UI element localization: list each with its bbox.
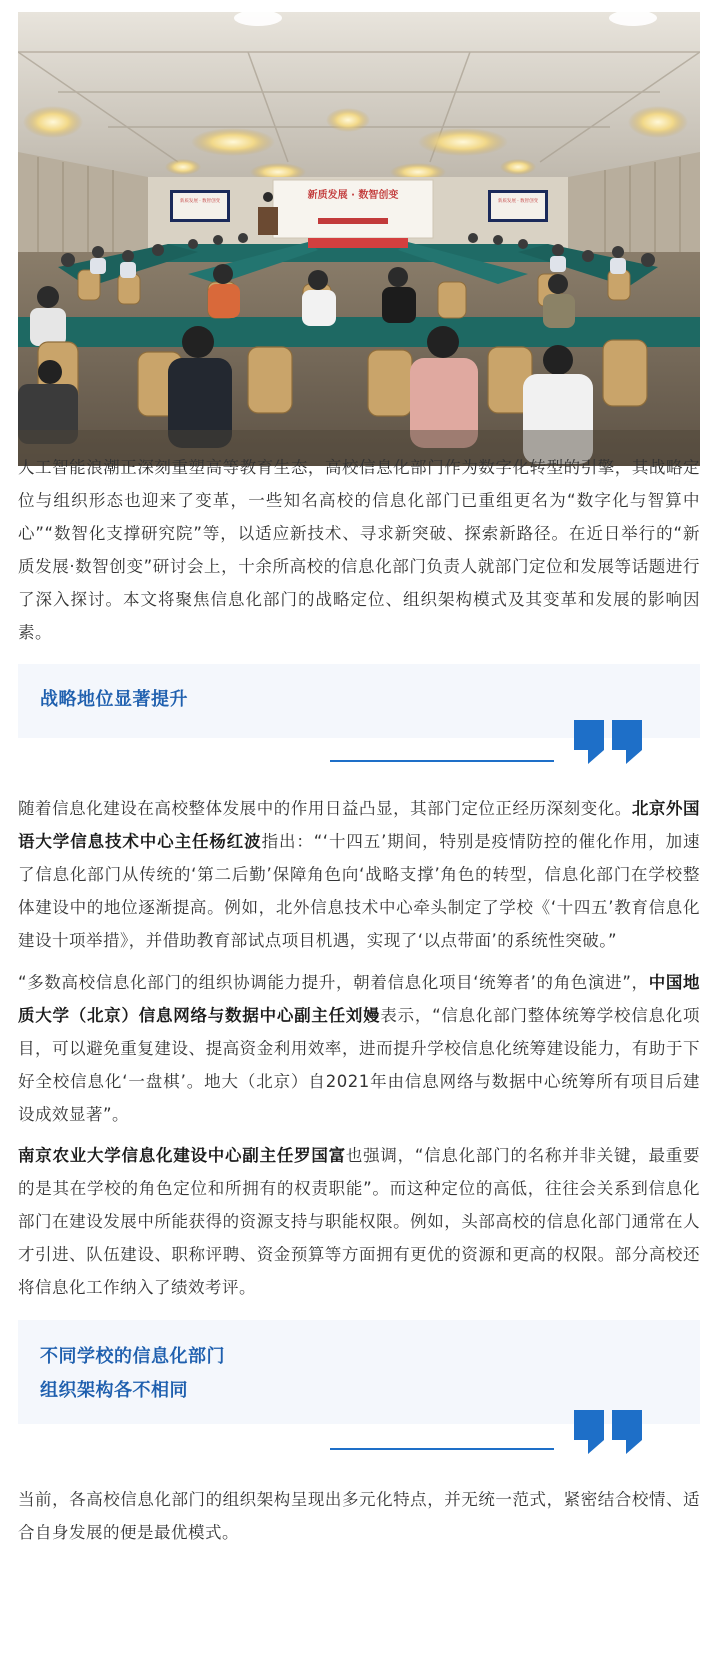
quote-mark-icon xyxy=(612,720,642,764)
section-title-structure-line2: 组织架构各不相同 xyxy=(40,1380,188,1401)
paragraph-structure xyxy=(18,1483,700,1549)
speaker-name: 南京农业大学信息化建设中心副主任罗国富 xyxy=(18,1146,346,1165)
section-divider-2 xyxy=(330,1448,554,1450)
section-header-structure xyxy=(18,1320,700,1424)
speaker-name: 北京外国语大学信息技术中心主任杨红波 xyxy=(18,799,701,851)
intro-text: 人工智能浪潮正深刻重塑高等教育生态，高校信息化部门作为数字化转型的引擎，其战略定位与组织形态也迎来了变革，一些知名高校的信息化部门已重组更名为“数字化与智算中心”“数智化支撑研究院”等，以适应新技术、寻求新突破、探索新路径。在近日举行的“新质发展·数智创变”研讨会上，十余所高校的信息化部门负责人就部门定位和发展等话题进行了深入探讨。本文将聚焦信息化部门的战略定位、组织架构模式及其变革和发展的影响因素。 xyxy=(18,458,700,642)
paragraph-cugb xyxy=(18,966,700,1131)
paragraph-njau xyxy=(18,1139,700,1304)
quote-mark-icon xyxy=(612,1410,642,1454)
section-title-strategic: 战略地位显著提升 xyxy=(40,689,188,710)
right-screen-title: 新质发展 · 数智创变 xyxy=(497,199,539,204)
paragraph-text: 指出：“‘十四五’期间，特别是疫情防控的催化作用，加速了信息化部门从传统的‘第二后勤’保障角色向‘战略支撑’角色的转型，信息化部门在学校整体建设中的地位逐渐提高。例如，北外信息技术中心牵头制定了学校《‘十四五’教育信息化建设十项举措》，并借助教育部试点项目机遇，实现了‘以点带面’的系统性突破。” xyxy=(18,832,701,950)
section-divider-1 xyxy=(330,760,554,762)
paragraph-beiwai xyxy=(18,792,700,957)
paragraph-text: “多数高校信息化部门的组织协调能力提升，朝着信息化项目‘统筹者’的角色演进”， xyxy=(18,973,649,992)
quote-mark-icon xyxy=(574,720,604,764)
speaker-name: 中国地质大学（北京）信息网络与数据中心副主任刘嫚 xyxy=(18,973,700,1025)
left-screen-title: 新质发展 · 数智创变 xyxy=(179,199,221,204)
intro-paragraph xyxy=(18,451,700,649)
section-title-structure-line1: 不同学校的信息化部门 xyxy=(40,1346,225,1367)
conference-photo xyxy=(18,12,700,466)
paragraph-text: 表示，“信息化部门整体统筹学校信息化项目，可以避免重复建设、提高资金利用效率，进而提升学校信息化统筹建设能力，有助于下好全校信息化‘一盘棋’。地大（北京）自2021年由信息网络与数据中心统筹所有项目后建设成效显著”。 xyxy=(18,1006,700,1124)
paragraph-text: 也强调，“信息化部门的名称并非关键，最重要的是其在学校的角色定位和所拥有的权责职能”。而这种定位的高低，往往会关系到信息化部门在建设发展中所能获得的资源支持与职能权限。例如，头部高校的信息化部门通常在人才引进、队伍建设、职称评聘、资金预算等方面拥有更优的资源和更高的权限。部分高校还将信息化工作纳入了绩效考评。 xyxy=(18,1146,700,1297)
paragraph-text: 当前，各高校信息化部门的组织架构呈现出多元化特点，并无统一范式，紧密结合校情、适合自身发展的便是最优模式。 xyxy=(18,1490,700,1542)
quote-mark-icon xyxy=(574,1410,604,1454)
main-screen-title: 新质发展 · 数智创变 xyxy=(307,190,399,201)
paragraph-text: 随着信息化建设在高校整体发展中的作用日益凸显，其部门定位正经历深刻变化。 xyxy=(18,799,632,818)
